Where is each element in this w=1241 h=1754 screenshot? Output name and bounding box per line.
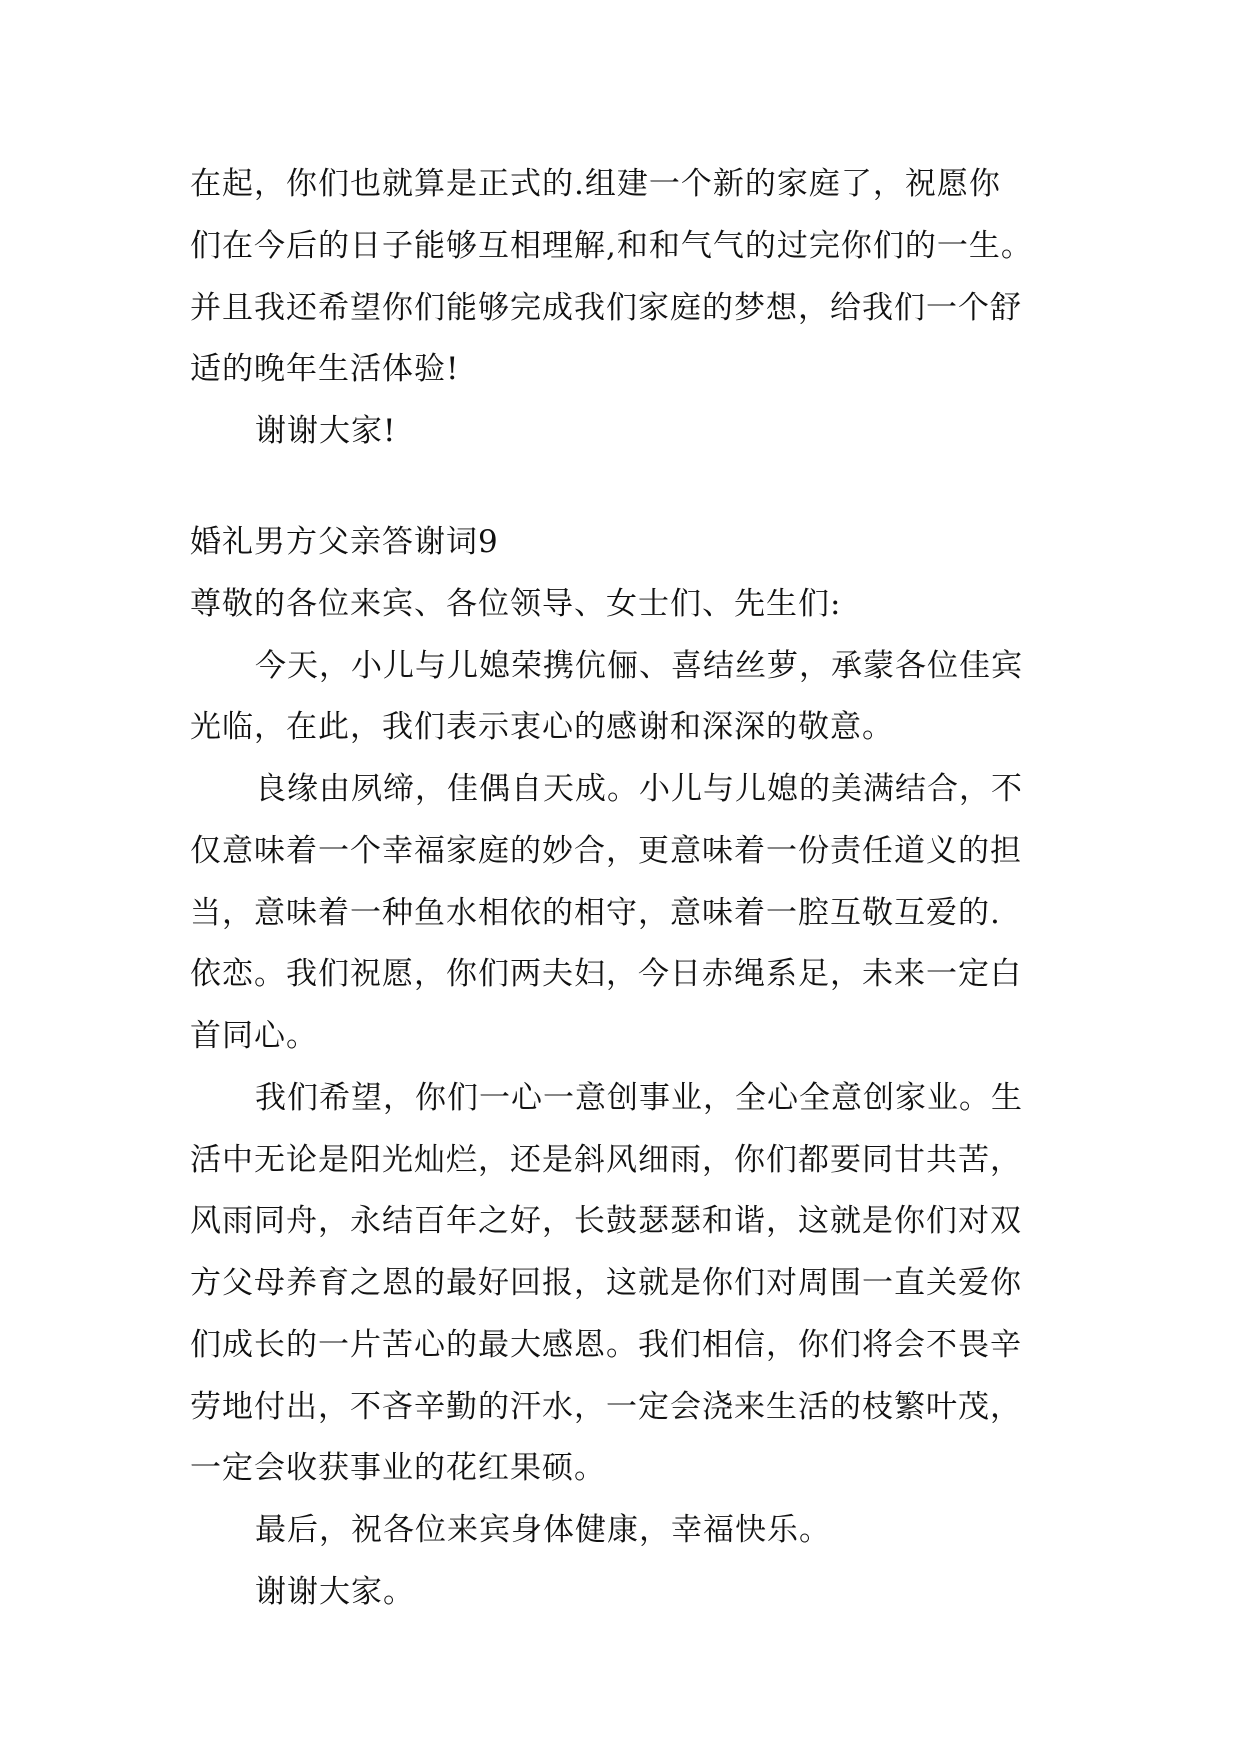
paragraph-line: 光临，在此，我们表示衷心的感谢和深深的敬意。 <box>190 709 894 745</box>
paragraph-line: 并且我还希望你们能够完成我们家庭的梦想，给我们一个舒 <box>190 290 1022 326</box>
paragraph-line: 一定会收获事业的花红果硕。 <box>190 1450 606 1486</box>
paragraph-line: 在起，你们也就算是正式的.组建一个新的家庭了，祝愿你 <box>190 166 1001 202</box>
paragraph-line: 们在今后的日子能够互相理解,和和气气的过完你们的一生。 <box>190 228 1033 264</box>
paragraph-line: 活中无论是阳光灿烂，还是斜风细雨，你们都要同甘共苦， <box>190 1142 1022 1178</box>
paragraph-line: 当，意味着一种鱼水相依的相守，意味着一腔互敬互爱的. <box>190 895 1001 931</box>
paragraph-line: 们成长的一片苦心的最大感恩。我们相信，你们将会不畏辛 <box>190 1327 1022 1363</box>
paragraph-line: 依恋。我们祝愿，你们两夫妇，今日赤绳系足，未来一定白 <box>190 956 1022 992</box>
section-title: 婚礼男方父亲答谢词9 <box>190 524 499 560</box>
paragraph-line: 首同心。 <box>190 1018 318 1054</box>
paragraph-line: 适的晚年生活体验! <box>190 351 460 387</box>
paragraph-line: 劳地付出，不吝辛勤的汗水，一定会浇来生活的枝繁叶茂， <box>190 1389 1022 1425</box>
paragraph-line: 今天，小儿与儿媳荣携伉俪、喜结丝萝，承蒙各位佳宾 <box>255 648 1023 684</box>
closing-line: 谢谢大家。 <box>255 1574 415 1610</box>
paragraph-line: 良缘由夙缔，佳偶自天成。小儿与儿媳的美满结合，不 <box>255 771 1023 807</box>
paragraph-line: 仅意味着一个幸福家庭的妙合，更意味着一份责任道义的担 <box>190 833 1022 869</box>
paragraph-line: 风雨同舟，永结百年之好，长鼓瑟瑟和谐，这就是你们对双 <box>190 1203 1022 1239</box>
salutation: 尊敬的各位来宾、各位领导、女士们、先生们: <box>190 586 842 622</box>
closing-line: 谢谢大家! <box>255 413 397 449</box>
paragraph-line: 最后，祝各位来宾身体健康，幸福快乐。 <box>255 1512 831 1548</box>
paragraph-line: 方父母养育之恩的最好回报，这就是你们对周围一直关爱你 <box>190 1265 1022 1301</box>
paragraph-line: 我们希望，你们一心一意创事业，全心全意创家业。生 <box>255 1080 1023 1116</box>
